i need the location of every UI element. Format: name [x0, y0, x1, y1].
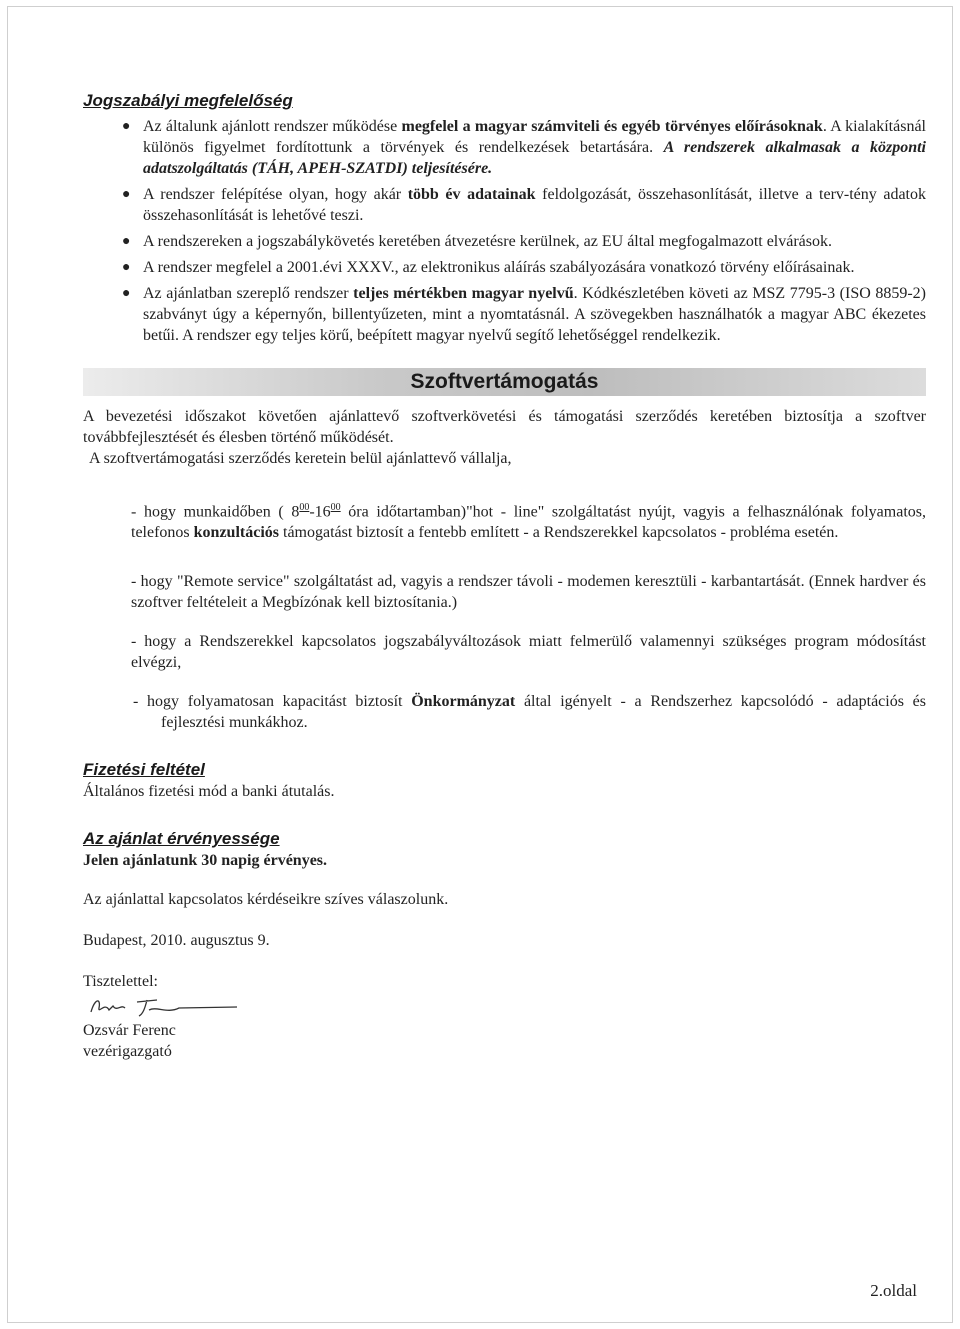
- item-text: Az ajánlatban szereplő rendszer: [143, 285, 354, 302]
- support-item-legal: - hogy a Rendszerekkel kapcsolatos jogszabályváltozások miatt felmerülő valamennyi szükséges program módosítást elvégzi,: [131, 633, 926, 672]
- list-item: [83, 116, 926, 179]
- validity-text: Jelen ajánlatunk 30 napig érvényes.: [83, 852, 328, 870]
- bullet-icon: ●: [122, 260, 131, 275]
- item-text: A rendszer megfelel a 2001.évi XXXV., az elektronikus aláírás szabályozására vonatkozó törvény előírásainak.: [143, 259, 855, 276]
- support-intro: A bevezetési időszakot követően ajánlattevő szoftverkövetési és támogatási szerződés keretében biztosítja a szoftver továbbfejlesztését és élesben történő működését.: [83, 408, 926, 446]
- signer-name: Ozsvár Ferenc: [83, 1022, 176, 1040]
- item-bold: megfelel a magyar számviteli és egyéb törvényes előírásoknak: [401, 118, 823, 135]
- signature-icon: [87, 994, 247, 1020]
- legal-requirements-list: [83, 116, 926, 346]
- support-item-adaptation: - hogy folyamatosan kapacitást biztosít Önkormányzat által igényelt - a Rendszerhez kapcsolódó - adaptációs és fejlesztési munkákhoz.: [133, 693, 927, 732]
- list-item: [83, 257, 926, 278]
- bullet-icon: ●: [122, 234, 131, 249]
- greeting: Tisztelettel:: [83, 973, 158, 991]
- list-item: [83, 283, 926, 346]
- page-number: 2.oldal: [870, 1281, 917, 1300]
- document-body: [83, 90, 926, 1062]
- place-date: Budapest, 2010. augusztus 9.: [83, 932, 270, 950]
- section-heading-support: Szoftvertámogatás: [83, 368, 926, 396]
- list-item: [83, 231, 926, 252]
- list-item: [83, 184, 926, 226]
- item-bold-italic: A rendszerek alkalmasak a központi adatszolgáltatás (TÁH, APEH-SZATDI) teljesítésére.: [143, 139, 927, 177]
- support-item-remote: - hogy "Remote service" szolgáltatást ad, vagyis a rendszer távoli - modemen keresztüli - karbantartását. (Ennek hardver és szoftver feltételeit a Megbízónak kell biztosítania.): [131, 573, 926, 612]
- item-bold: teljes mértékben magyar nyelvű: [353, 285, 574, 302]
- item-text: feldolgozását, összehasonlítását, illetve a terv-tény adatok összehasonlítását is lehetővé teszi.: [143, 186, 927, 224]
- item-text: . Kódkészletében követi az MSZ 7795-3 (ISO 8859-2) szabványt úgy a képernyőn, billentyűzeten, mint a nyomtatásnál. A szövegekben használhatók a magyar ABC ékezetes betűi. A rendszer egy teljes körű, beépített magyar nyelvű segítő lehetőséggel rendelkezik.: [143, 285, 927, 344]
- signer-title: vezérigazgató: [83, 1043, 172, 1061]
- item-text: A rendszereken a jogszabálykövetés keretében átvezetésre kerülnek, az EU által megfogalmazott elvárások.: [143, 233, 833, 250]
- bullet-icon: ●: [122, 187, 131, 202]
- item-text: Az általunk ajánlott rendszer működése: [143, 118, 402, 135]
- section-heading-legal: Jogszabályi megfelelőség: [83, 91, 293, 110]
- bullet-icon: ●: [122, 119, 131, 134]
- closing-text: Az ajánlattal kapcsolatos kérdéseikre szíves válaszolunk.: [83, 891, 449, 909]
- item-text: . A kialakításnál különös figyelmet fordítottunk a törvények és rendelkezések betartására.: [143, 118, 926, 156]
- item-bold: több év adatainak: [407, 186, 536, 203]
- bullet-icon: ●: [122, 286, 131, 301]
- payment-text: Általános fizetési mód a banki átutalás.: [83, 783, 335, 801]
- section-heading-validity: Az ajánlat érvényessége: [83, 829, 280, 849]
- item-text: A rendszer felépítése olyan, hogy akár: [143, 186, 408, 203]
- support-intro-2: A szoftvertámogatási szerződés keretein belül ajánlattevő vállalja,: [89, 450, 512, 467]
- support-item-hotline: - hogy munkaidőben ( $8^{00}-16^{00}$ óra időtartamban)"hot - line" szolgáltatást nyújt, vagyis a felhasználónak folyamatos, telefonos konzultációs támogatást biztosít a fentebb említett - a Rendszerekkel kapcsolatos - probléma esetén.: [131, 502, 926, 542]
- section-heading-payment: Fizetési feltétel: [83, 760, 205, 780]
